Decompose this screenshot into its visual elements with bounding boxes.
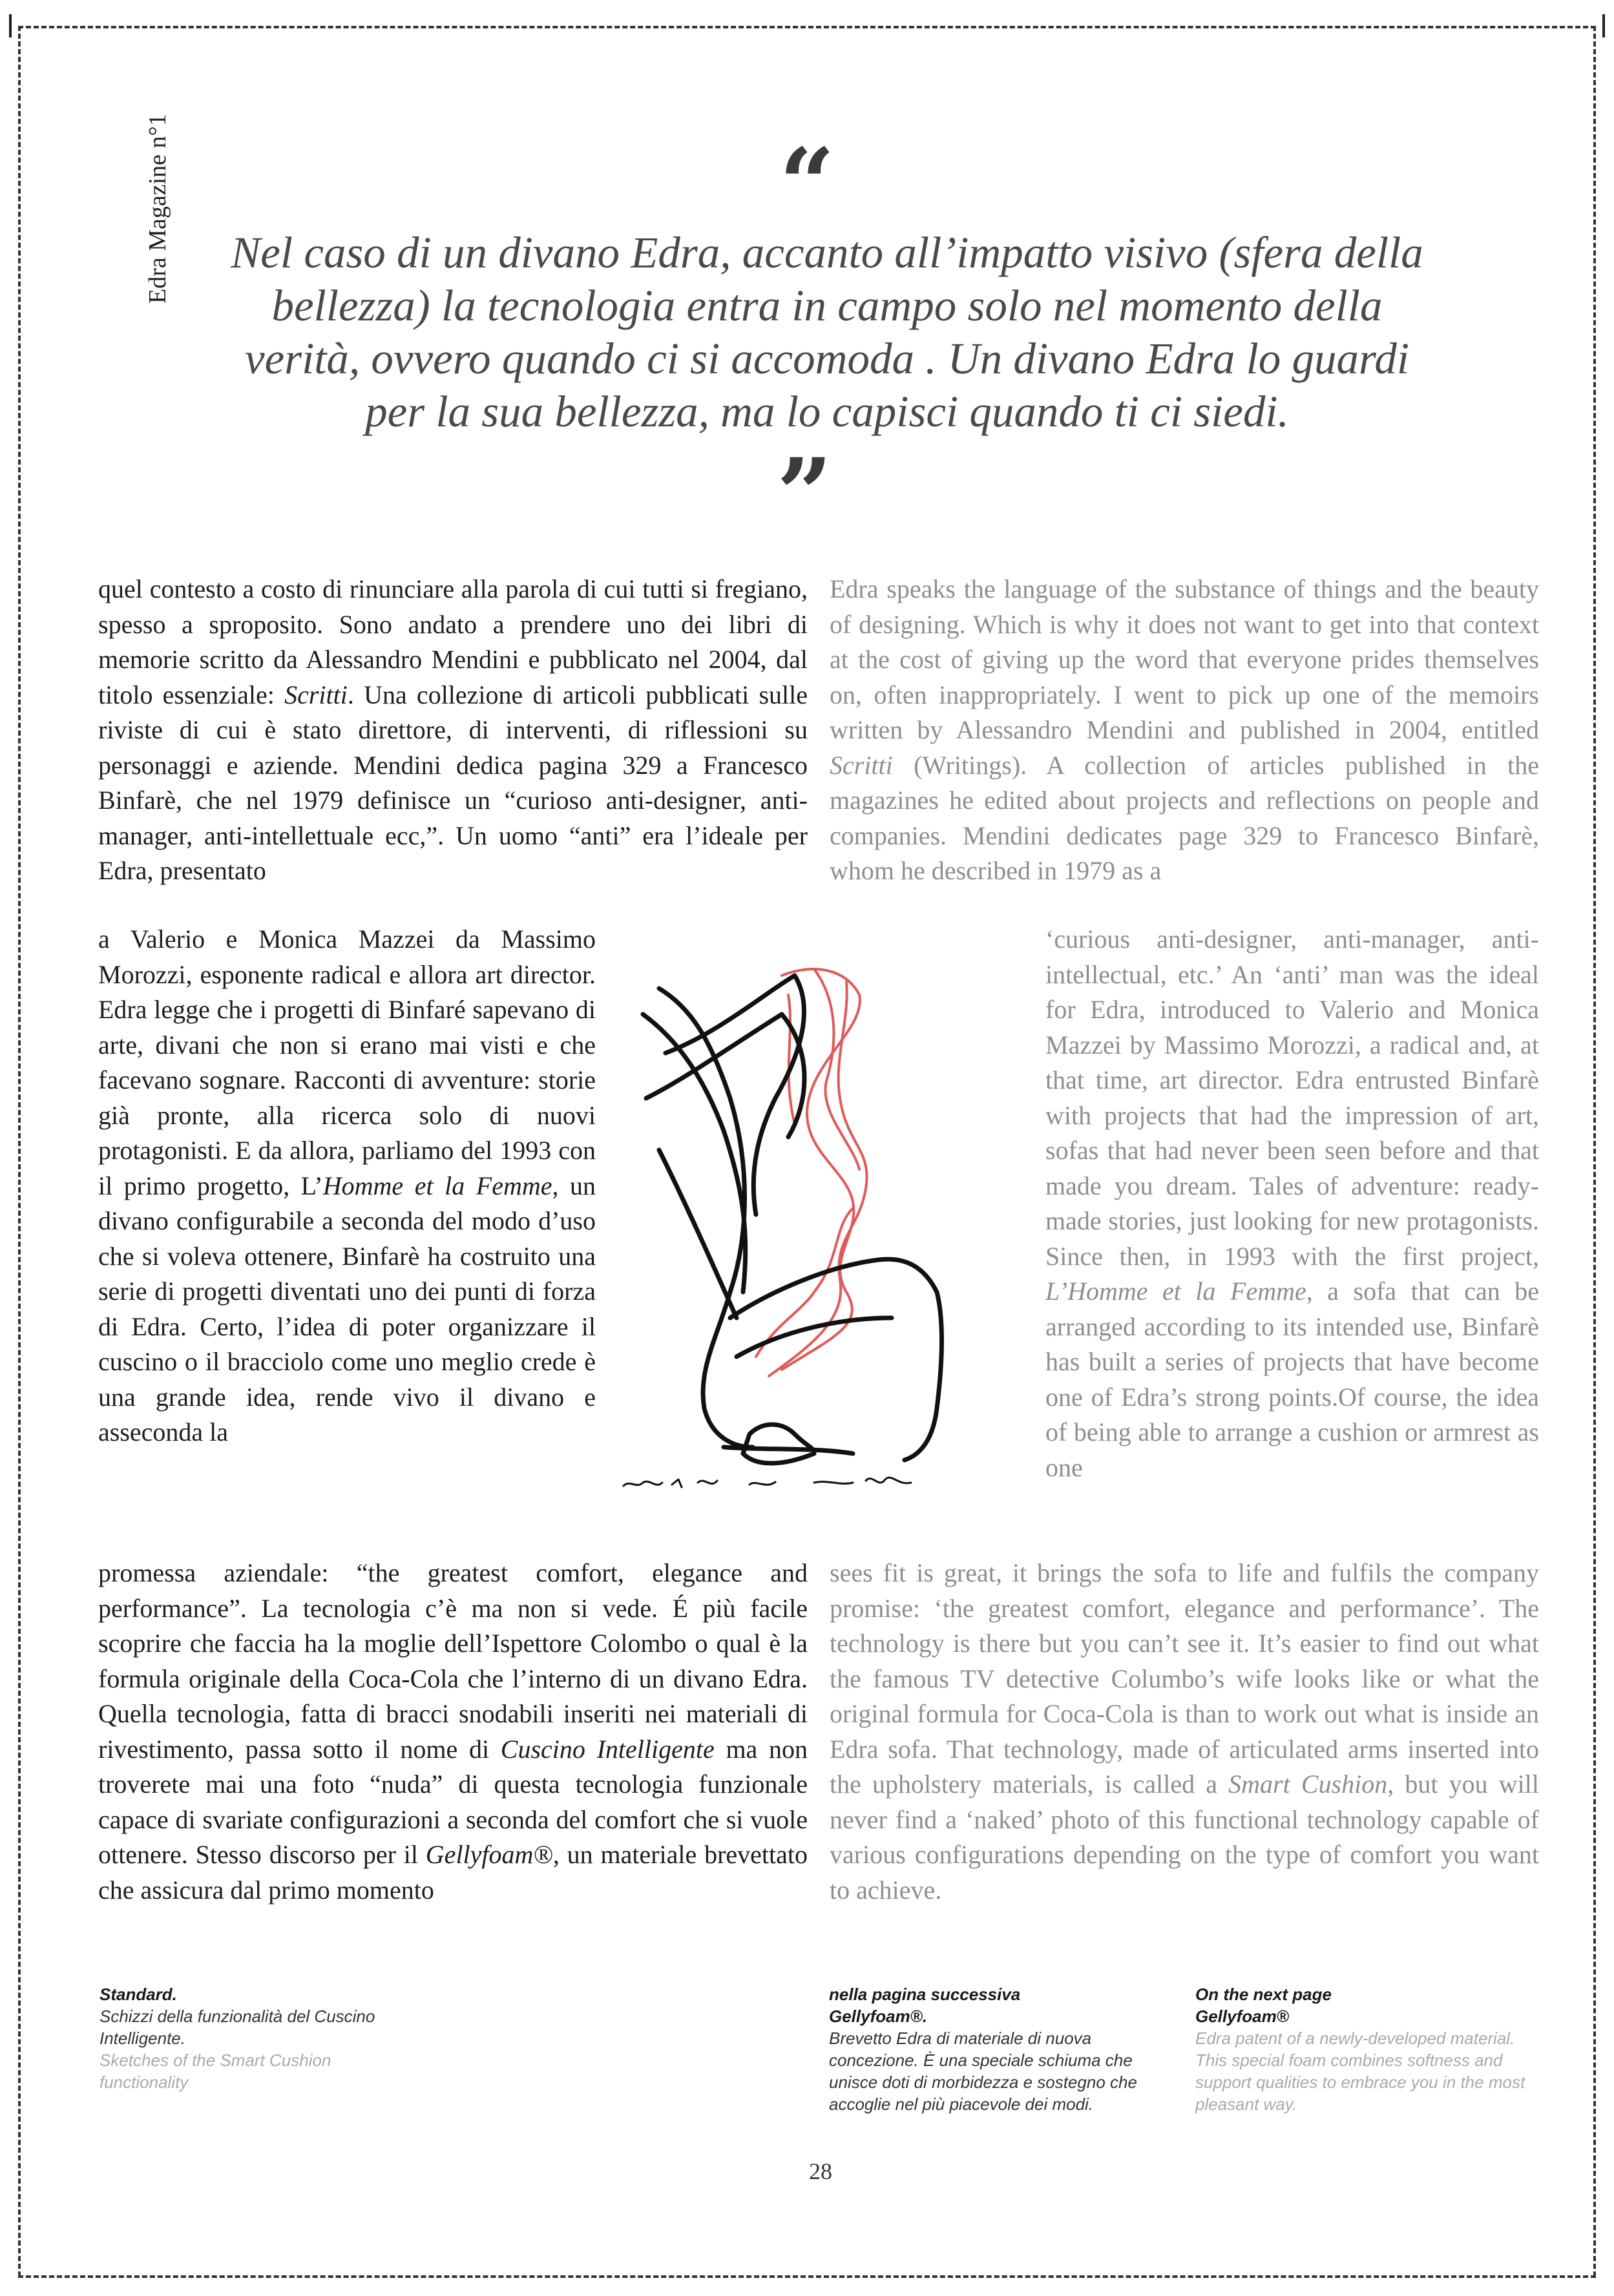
italian-text: ma non troverete mai una foto “nuda” di questa tecnologia funzionale capace di svariate configurazioni a seconda del comfort che si vuole ottenere. Stesso discorso per il	[98, 1734, 808, 1869]
italian-text: promessa aziendale: “the greatest comfort, elegance and performance”. La tecnologia c’è ma non si vede. É più facile scoprire che faccia ha la moglie dell’Ispettore Colombo o qual è la formula originale della Coca-Cola che l’interno di un divano Edra. Quella tecnologia, fatta di bracci snodabili inseriti nei materiali di rivestimento, passa sotto il nome di	[98, 1558, 808, 1764]
pull-quote: Nel caso di un divano Edra, accanto all’impatto visivo (sfera della bellezza) la tecnologia entra in campo solo nel momento della verità, ovvero quando ci si accomoda . Un divano Edra lo guardi per la sua bellezza, ma lo capisci quando ti ci siedi.	[231, 228, 1423, 436]
black-sketch-lines	[643, 976, 942, 1463]
english-text: (Writings). A collection of articles published in the magazines he edited about projects and reflections on people and companies. Mendini dedicates page 329 to Francesco Binfarè, whom he described in 1979 as a	[830, 750, 1539, 885]
crop-mark-top-left	[9, 14, 31, 37]
caption-text: Brevetto Edra di materiale di nuova concezione. È una speciale schiuma che unisce doti di morbidezza e sostegno che accoglie nel più piacevole dei modi.	[829, 2029, 1137, 2114]
sofa-sketch-illustration	[620, 956, 982, 1518]
english-text-block-2	[1045, 922, 1539, 1485]
next-page-caption-english	[1195, 1983, 1544, 2115]
caption-english: Sketches of the Smart Cushion functionality	[100, 2051, 331, 2092]
sketch-caption	[100, 1983, 403, 2093]
italian-text: , un materiale brevettato che assicura dal primo momento	[98, 1840, 808, 1905]
italian-text: , un divano configurabile a seconda del modo d’uso che si voleva ottenere, Binfarè ha costruito una serie di progetti diventati uno dei punti di forza di Edra. Certo, l’idea di poter organizzare il cuscino o il bracciolo come uno meglio crede è una grande idea, rende vivo il divano e asseconda la	[98, 1171, 596, 1446]
caption-label: On the next page	[1195, 1985, 1332, 2004]
magazine-side-label: Edra Magazine n°1	[144, 114, 171, 304]
crop-border-left	[18, 26, 21, 2277]
caption-label: nella pagina successiva	[829, 1985, 1021, 2004]
book-title: Scritti	[830, 750, 893, 780]
product-name: L’Homme et la Femme	[1045, 1277, 1306, 1306]
crop-mark-top-right	[1583, 14, 1605, 37]
english-text: ‘curious anti-designer, anti-manager, anti-intellectual, etc.’ An ‘anti’ man was the ideal for Edra, introduced to Valerio and Monica Mazzei by Massimo Morozzi, a radical and, at that time, art director. Edra entrusted Binfarè with projects that had the impression of art, sofas that had never been seen before and that made you dream. Tales of adventure: ready-made stories, just looking for new protagonists. Since then, in 1993 with the first project,	[1045, 924, 1539, 1271]
italian-text-block-1	[98, 572, 808, 889]
page-number: 28	[809, 2158, 832, 2184]
italian-text: . Una collezione di articoli pubblicati sulle riviste di cui è stato direttore, di interventi, di riflessioni su personaggi e aziende. Mendini dedica pagina 329 a Francesco Binfarè, che nel 1979 definisce un “curioso anti-designer, anti-manager, anti-intellettuale ecc,”. Un uomo “anti” era l’ideale per Edra, presentato	[98, 680, 808, 885]
signature-scribble	[624, 1477, 911, 1487]
technology-name: Cuscino Intelligente	[500, 1734, 715, 1764]
technology-name: Smart Cushion	[1228, 1769, 1388, 1799]
crop-border-top	[18, 26, 1596, 28]
italian-text: quel contesto a costo di rinunciare alla parola di cui tutti si fregiano, spesso a sproposito. Sono andato a prendere uno dei libri di memorie scritto da Alessandro Mendini e pubblicato nel 2004, dal titolo essenziale:	[98, 574, 808, 709]
product-name: Homme et la Femme	[322, 1171, 552, 1200]
red-sketch-lines	[756, 969, 867, 1376]
close-quote-icon: ”	[777, 437, 833, 551]
english-text: Edra speaks the language of the substance of things and the beauty of designing. Which is why it does not want to get into that context at the cost of giving up the word that everyone prides themselves on, often inappropriately. I went to pick up one of the memoirs written by Alessandro Mendini and published in 2004, entitled	[830, 574, 1539, 744]
crop-border-right	[1593, 26, 1596, 2277]
book-title: Scritti	[284, 680, 348, 709]
caption-text: Edra patent of a newly-developed material. This special foam combines softness and support qualities to embrace you in the most pleasant way.	[1195, 2029, 1525, 2114]
english-text: , a sofa that can be arranged according to its intended use, Binfarè has built a series of projects that have become one of Edra’s strong points.Of course, the idea of being able to arrange a cushion or armrest as one	[1045, 1277, 1539, 1482]
caption-title: Gellyfoam®	[1195, 2007, 1289, 2026]
next-page-caption-italian	[829, 1983, 1178, 2115]
english-text-block-1	[830, 572, 1539, 889]
english-text: sees fit is great, it brings the sofa to life and fulfils the company promise: ‘the greatest comfort, elegance and performance’. The technology is there but you can’t see it. It’s easier to find out what the famous TV detective Columbo’s wife looks like or what the original formula for Coca-Cola is than to work out what is inside an Edra sofa. That technology, made of articulated arms inserted into the upholstery materials, is called a	[830, 1558, 1539, 1799]
material-name: Gellyfoam®	[425, 1840, 553, 1869]
italian-text-block-3	[98, 1556, 808, 1908]
english-text: , but you will never find a ‘naked’ photo of this functional technology capable of various configurations depending on the type of comfort you want to achieve.	[830, 1769, 1539, 1905]
caption-title: Standard.	[100, 1985, 177, 2004]
italian-text: a Valerio e Monica Mazzei da Massimo Morozzi, esponente radical e allora art director. Edra legge che i progetti di Binfaré sapevano di arte, divani che non si erano mai visti e che facevano sognare. Racconti di avventure: storie già pronte, alla ricerca solo di nuovi protagonisti. E da allora, parliamo del 1993 con il primo progetto, L’	[98, 924, 596, 1200]
english-text-block-3	[830, 1556, 1539, 1908]
open-quote-icon: “	[779, 127, 835, 241]
caption-italian: Schizzi della funzionalità del Cuscino Intelligente.	[100, 2007, 375, 2048]
italian-text-block-2	[98, 922, 596, 1450]
caption-title: Gellyfoam®.	[829, 2007, 928, 2026]
crop-border-bottom	[18, 2275, 1596, 2278]
